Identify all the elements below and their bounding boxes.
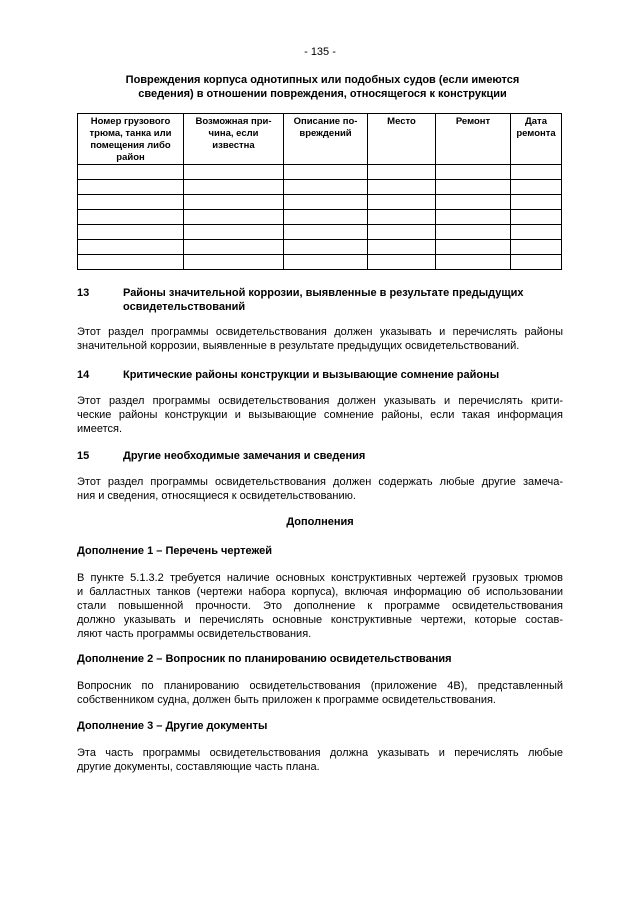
section-14-heading [77,368,563,382]
table-cell [184,255,284,270]
header-cell-location [368,114,436,165]
table-row [78,210,562,225]
table-cell [368,255,436,270]
table-cell [78,225,184,240]
section-number: 14 [77,369,90,381]
table-cell [284,195,368,210]
table-cell [284,210,368,225]
table-cell [284,225,368,240]
body-line: ния и сведения, относящиеся к освидетельствованию. [77,490,356,502]
body-line: ческие районы конструкции и вызывающие сомнение районы, если такая информация [77,409,563,421]
table-cell [511,165,562,180]
table-title [100,73,545,101]
section-15-body [77,475,563,503]
header-line: чина, если [208,128,259,139]
header-line: Место [387,116,416,127]
body-line: Этот раздел программы освидетельствования должен указывать и перечислять районы [77,326,563,338]
body-line: имеется. [77,423,123,435]
table-cell [436,240,511,255]
header-line: Дата [525,116,547,127]
table-cell [368,195,436,210]
table-cell [78,195,184,210]
body-line: Этот раздел программы освидетельствования должен указывать и перечислять крити- [77,395,563,407]
body-line: и балластных танков (чертежи набора корпуса), включая информацию об использовании [77,586,563,598]
table-cell [284,240,368,255]
section-14-body [77,394,563,436]
header-line: трюма, танка или [89,128,172,139]
body-line: значительной коррозии, выявленные в результате предыдущих освидетельствований. [77,340,520,352]
table-cell [284,165,368,180]
page-number: - 135 - [304,46,336,58]
table-cell [368,180,436,195]
table-cell [368,240,436,255]
table-cell [284,180,368,195]
header-cell-repair-date [511,114,562,165]
appendix-3-body [77,746,563,774]
table-title-line: сведения) в отношении повреждения, относящегося к конструкции [138,88,507,100]
table-cell [511,255,562,270]
table-cell [511,180,562,195]
section-title [123,286,563,314]
table-cell [284,255,368,270]
table-header-row [78,114,562,165]
body-line: Эта часть программы освидетельствования должна указывать и перечислять любые [77,747,563,759]
header-line: Ремонт [455,116,491,127]
header-cell-repair [436,114,511,165]
body-line: должно указывать и перечислять основные конструктивные чертежи, которые состав- [77,614,563,626]
section-number: 15 [77,450,90,462]
header-cell-description [284,114,368,165]
table-cell [184,195,284,210]
table-cell [78,165,184,180]
table-cell [436,180,511,195]
appendix-3-heading: Дополнение 3 – Другие документы [77,720,268,732]
damage-table [77,113,562,270]
table-cell [436,225,511,240]
table-cell [511,240,562,255]
appendix-1-body [77,571,563,641]
header-cell-cause [184,114,284,165]
table-cell [184,210,284,225]
table-cell [78,240,184,255]
table-cell [368,225,436,240]
table-cell [184,240,284,255]
table-cell [511,225,562,240]
table-row [78,180,562,195]
header-line: вреждений [299,128,352,139]
table-cell [511,195,562,210]
header-line: ремонта [516,128,556,139]
appendix-1-heading: Дополнение 1 – Перечень чертежей [77,545,272,557]
body-line: Этот раздел программы освидетельствования должен содержать любые другие замеча- [77,476,563,488]
body-line: собственником судна, должен быть приложен к программе освидетельствования. [77,694,496,706]
section-title-line: освидетельствований [123,301,246,313]
table-cell [184,165,284,180]
table-body [78,165,562,270]
body-line: Вопросник по планированию освидетельствования (приложение 4В), представленный [77,680,563,692]
header-line: район [116,152,145,163]
table-cell [436,165,511,180]
appendices-heading: Дополнения [286,516,354,528]
header-cell-hold [78,114,184,165]
table-cell [184,180,284,195]
header-line: Возможная при- [195,116,272,127]
section-13-heading [77,286,563,314]
table-cell [436,210,511,225]
section-title: Критические районы конструкции и вызывающие сомнение районы [123,369,500,381]
table-row [78,225,562,240]
section-title: Другие необходимые замечания и сведения [123,450,366,462]
table-cell [184,225,284,240]
table-cell [368,210,436,225]
section-15-heading [77,449,563,463]
section-13-body [77,325,563,353]
header-line: Номер грузового [90,116,171,127]
appendix-2-heading: Дополнение 2 – Вопросник по планированию освидетельствования [77,653,452,665]
table-cell [78,180,184,195]
table-row [78,240,562,255]
body-line: В пункте 5.1.3.2 требуется наличие основных конструктивных чертежей грузовых трюмов [77,572,563,584]
table-cell [368,165,436,180]
table-row [78,255,562,270]
header-line: Описание по- [293,116,358,127]
section-title-line: Районы значительной коррозии, выявленные в результате предыдущих [123,287,524,299]
table-cell [436,255,511,270]
table-cell [78,255,184,270]
table-cell [511,210,562,225]
table-cell [78,210,184,225]
table-row [78,195,562,210]
table-row [78,165,562,180]
section-number: 13 [77,287,90,299]
header-line: известна [212,140,255,151]
header-line: помещения либо [90,140,171,151]
body-line: ляют часть программы освидетельствования. [77,628,312,640]
body-line: стали повышенной прочности. Это дополнение к программе освидетельствования [77,600,563,612]
table-title-line: Повреждения корпуса однотипных или подобных судов (если имеются [125,74,520,86]
appendix-2-body [77,679,563,707]
body-line: другие документы, составляющие часть плана. [77,761,320,773]
table-cell [436,195,511,210]
